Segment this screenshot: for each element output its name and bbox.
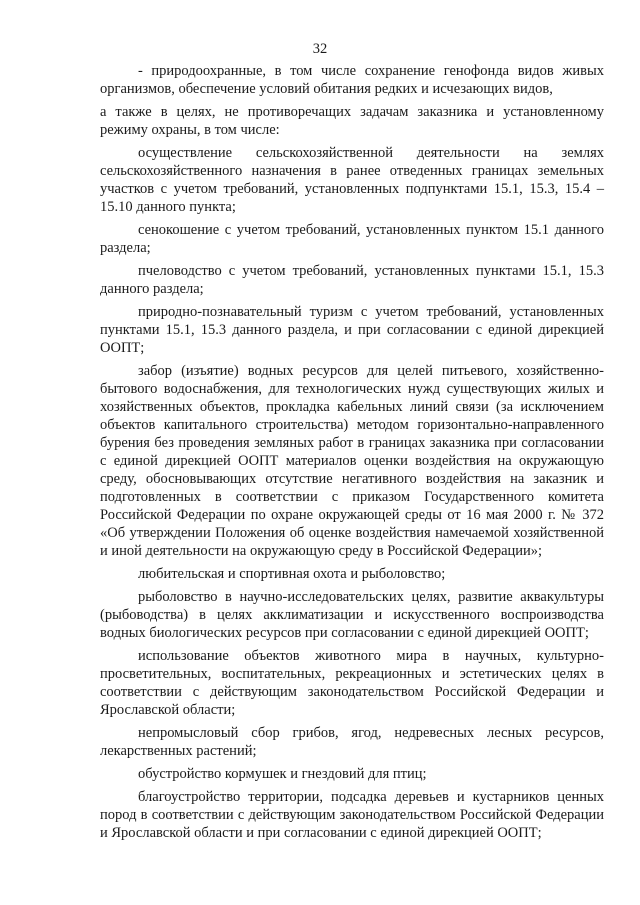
paragraph-agricultural-activity: осуществление сельскохозяйственной деятельности на землях сельскохозяйственного назначения в ранее отведенных границах земельных участков с учетом требований, установленных подпунктами 15.1, 15.3, 15.4 – 15.10 данного пункта; [100, 145, 604, 215]
paragraph-beekeeping: пчеловодство с учетом требований, установленных пунктами 15.1, 15.3 данного раздела; [100, 263, 604, 297]
paragraph-non-commercial-gathering: непромысловый сбор грибов, ягод, недревесных лесных ресурсов, лекарственных растений; [100, 725, 604, 759]
paragraph-nature-protection: - природоохранные, в том числе сохранение генофонда видов живых организмов, обеспечение условий обитания редких и исчезающих видов, [100, 63, 604, 97]
page-number: 32 [312, 41, 328, 57]
paragraph-water-intake: забор (изъятие) водных ресурсов для целей питьевого, хозяйственно-бытового водоснабжения, для технологических нужд существующих жилых и хозяйственных объектов, прокладка кабельных линий связи (за исключением объектов капитального строительства) методом горизонтально-направленного бурения без проведения земляных работ в границах заказника при согласовании с единой дирекцией ООПТ материалов оценки воздействия на окружающую среду, обосновывающих отсутствие негативного воздействия на заказник и подготовленных в соответствии с приказом Государственного комитета Российской Федерации по охране окружающей среды от 16 мая 2000 г. № 372 «Об утверждении Положения об оценке воздействия намечаемой хозяйственной и иной деятельности на окружающую среду в Российской Федерации»; [100, 363, 604, 559]
paragraph-landscaping: благоустройство территории, подсадка деревьев и кустарников ценных пород в соответствии с действующим законодательством Российской Федерации и Ярославской области и при согласовании с единой дирекцией ООПТ; [100, 789, 604, 841]
paragraph-haymaking: сенокошение с учетом требований, установленных пунктом 15.1 данного раздела; [100, 222, 604, 256]
paragraph-bird-feeders: обустройство кормушек и гнездовий для птиц; [138, 766, 427, 782]
paragraph-permitted-purposes-intro: а также в целях, не противоречащих задачам заказника и установленному режиму охраны, в том числе: [100, 104, 604, 138]
document-body [100, 62, 604, 847]
paragraph-research-fishing: рыболовство в научно-исследовательских целях, развитие аквакультуры (рыбоводства) в целях акклиматизации и искусственного воспроизводства водных биологических ресурсов при согласовании с единой дирекцией ООПТ; [100, 589, 604, 641]
paragraph-wildlife-use: использование объектов животного мира в научных, культурно-просветительных, воспитательных, рекреационных и эстетических целях в соответствии с действующим законодательством Российской Федерации и Ярославской области; [100, 648, 604, 718]
paragraph-hunting-fishing: любительская и спортивная охота и рыболовство; [138, 566, 446, 582]
paragraph-nature-tourism: природно-познавательный туризм с учетом требований, установленных пунктами 15.1, 15.3 данного раздела, и при согласовании с единой дирекцией ООПТ; [100, 304, 604, 356]
